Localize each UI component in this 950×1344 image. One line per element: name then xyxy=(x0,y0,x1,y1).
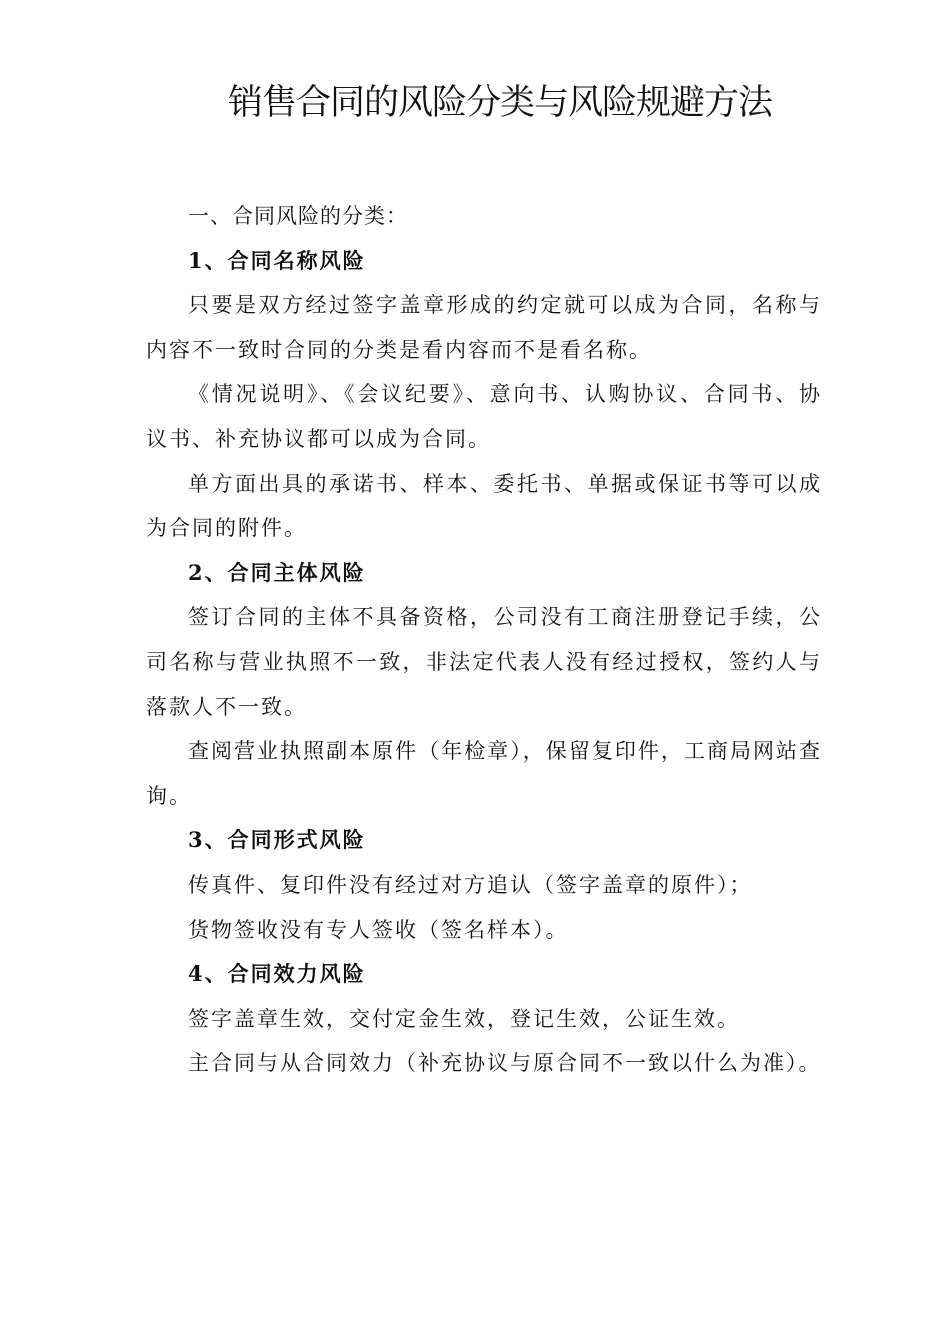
paragraph: 传真件、复印件没有经过对方追认（签字盖章的原件）； xyxy=(188,872,753,897)
subheading-contract-validity-risk: 4、合同效力风险 xyxy=(188,961,366,987)
paragraph: 单方面出具的承诺书、样本、委托书、单据或保证书等可以成为合同的附件。 xyxy=(146,471,822,541)
subheading-contract-name-risk: 1、合同名称风险 xyxy=(188,247,366,273)
paragraph: 货物签收没有专人签收（签名样本）。 xyxy=(188,917,569,942)
paragraph: 签订合同的主体不具备资格，公司没有工商注册登记手续，公司名称与营业执照不一致，非法定代表人没有经过授权，签约人与落款人不一致。 xyxy=(146,605,822,719)
section-heading-classification: 一、合同风险的分类： xyxy=(188,204,408,228)
paragraph: 签字盖章生效，交付定金生效，登记生效，公证生效。 xyxy=(188,1006,740,1031)
page-title: 销售合同的风险分类与风险规避方法 xyxy=(228,83,773,123)
document-body xyxy=(146,194,822,1086)
subheading-contract-form-risk: 3、合同形式风险 xyxy=(188,827,366,853)
subheading-contract-subject-risk: 2、合同主体风险 xyxy=(188,559,366,585)
paragraph: 主合同与从合同效力（补充协议与原合同不一致以什么为准）。 xyxy=(188,1051,822,1076)
paragraph: 查阅营业执照副本原件（年检章），保留复印件，工商局网站查询。 xyxy=(146,739,822,808)
paragraph: 只要是双方经过签字盖章形成的约定就可以成为合同，名称与内容不一致时合同的分类是看内容而不是看名称。 xyxy=(146,293,822,362)
paragraph: 《情况说明》、《会议纪要》、意向书、认购协议、合同书、协议书、补充协议都可以成为合同。 xyxy=(146,382,822,451)
